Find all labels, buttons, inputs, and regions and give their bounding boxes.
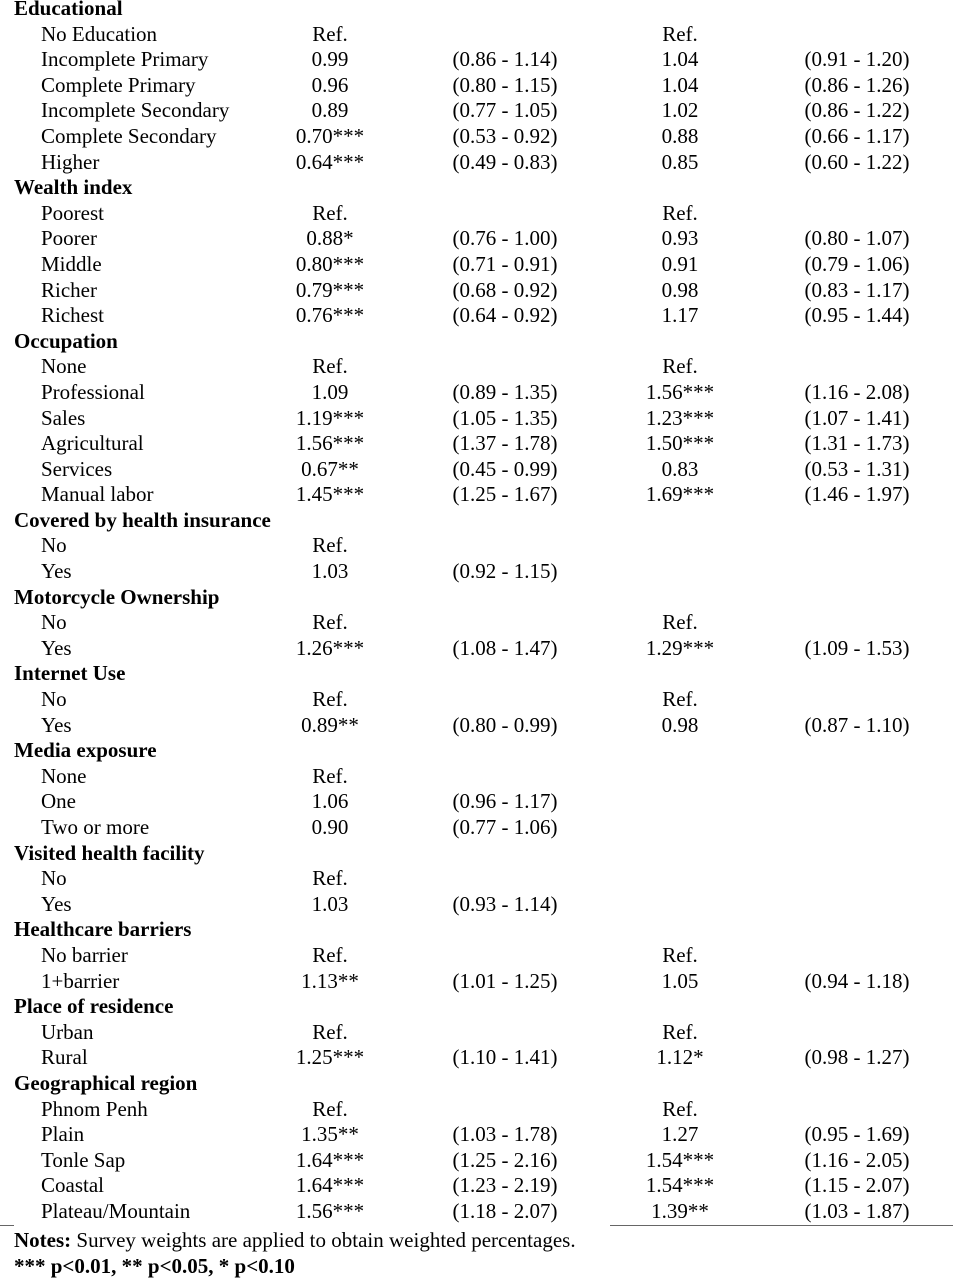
- model1-ci: (1.03 - 1.78): [452, 1122, 558, 1147]
- model1-estimate: 0.76***: [295, 303, 365, 328]
- model2-ci: (0.86 - 1.26): [804, 72, 910, 97]
- model2-estimate: 0.85: [661, 149, 699, 174]
- category-label: Plateau/Mountain: [41, 1198, 191, 1223]
- model1-estimate: Ref.: [312, 610, 348, 635]
- category-label: Manual labor: [41, 482, 154, 507]
- model2-estimate: Ref.: [662, 1019, 698, 1044]
- section-label: Occupation: [14, 328, 118, 353]
- category-label: Agricultural: [41, 431, 144, 456]
- model2-estimate: 0.98: [661, 712, 699, 737]
- section-header: [0, 994, 953, 1020]
- model1-estimate: Ref.: [312, 1096, 348, 1121]
- table-row: [0, 892, 953, 918]
- section-header: [0, 661, 953, 687]
- category-label: Incomplete Primary: [41, 47, 209, 72]
- model2-estimate: 1.69***: [645, 482, 715, 507]
- category-label: None: [41, 354, 87, 379]
- table-bottom-rule-left: [0, 1225, 14, 1226]
- category-label: No: [41, 687, 67, 712]
- model2-estimate: 1.23***: [645, 405, 715, 430]
- table-row: [0, 303, 953, 329]
- model1-ci: (1.10 - 1.41): [452, 1045, 558, 1070]
- table-row: [0, 431, 953, 457]
- model1-ci: (1.25 - 1.67): [452, 482, 558, 507]
- model2-ci: (0.87 - 1.10): [804, 712, 910, 737]
- model1-estimate: 1.56***: [295, 431, 365, 456]
- model2-ci: (0.98 - 1.27): [804, 1045, 910, 1070]
- model1-ci: (0.93 - 1.14): [452, 891, 558, 916]
- model2-ci: (0.86 - 1.22): [804, 98, 910, 123]
- model1-estimate: 0.88*: [306, 226, 354, 251]
- model1-estimate: 1.26***: [295, 635, 365, 660]
- table-row: [0, 943, 953, 969]
- model1-ci: (1.37 - 1.78): [452, 431, 558, 456]
- model2-estimate: 0.98: [661, 277, 699, 302]
- notes-text: Survey weights are applied to obtain weighted percentages.: [71, 1228, 576, 1252]
- model2-estimate: 1.50***: [645, 431, 715, 456]
- category-label: Poorest: [41, 200, 104, 225]
- table-row: [0, 533, 953, 559]
- model1-estimate: 1.56***: [295, 1198, 365, 1223]
- model1-ci: (1.23 - 2.19): [452, 1173, 558, 1198]
- table-row: [0, 73, 953, 99]
- category-label: None: [41, 763, 87, 788]
- model2-ci: (0.80 - 1.07): [804, 226, 910, 251]
- model1-estimate: 1.64***: [295, 1173, 365, 1198]
- model2-ci: (0.95 - 1.69): [804, 1122, 910, 1147]
- section-label: Motorcycle Ownership: [14, 584, 220, 609]
- category-label: Yes: [41, 891, 72, 916]
- table-row: [0, 380, 953, 406]
- model2-estimate: Ref.: [662, 1096, 698, 1121]
- model2-estimate: 1.54***: [645, 1147, 715, 1172]
- significance-legend: *** p<0.01, ** p<0.05, * p<0.10: [14, 1253, 295, 1278]
- model2-estimate: 1.39**: [651, 1198, 709, 1223]
- model2-ci: (0.60 - 1.22): [804, 149, 910, 174]
- model2-ci: (1.31 - 1.73): [804, 431, 910, 456]
- section-label: Covered by health insurance: [14, 507, 271, 532]
- category-label: No: [41, 533, 67, 558]
- section-header: [0, 329, 953, 355]
- section-header: [0, 1071, 953, 1097]
- category-label: Poorer: [41, 226, 97, 251]
- model2-ci: (0.83 - 1.17): [804, 277, 910, 302]
- table-row: [0, 226, 953, 252]
- model1-estimate: 1.13**: [301, 968, 359, 993]
- model1-estimate: 1.35**: [301, 1122, 359, 1147]
- section-header: [0, 508, 953, 534]
- category-label: Complete Secondary: [41, 123, 217, 148]
- notes-label: Notes:: [14, 1228, 72, 1252]
- model1-ci: (0.64 - 0.92): [452, 303, 558, 328]
- model1-ci: (0.45 - 0.99): [452, 456, 558, 481]
- model2-estimate: 1.29***: [645, 635, 715, 660]
- model2-estimate: Ref.: [662, 354, 698, 379]
- table-row: [0, 124, 953, 150]
- table-row: [0, 47, 953, 73]
- model1-estimate: 0.90: [311, 815, 349, 839]
- model1-ci: (0.80 - 1.15): [452, 72, 558, 97]
- table-row: [0, 1020, 953, 1046]
- model1-ci: (1.01 - 1.25): [452, 968, 558, 993]
- model1-ci: (0.80 - 0.99): [452, 712, 558, 737]
- model2-ci: (0.95 - 1.44): [804, 303, 910, 328]
- category-label: Middle: [41, 251, 102, 276]
- category-label: 1+barrier: [41, 968, 120, 993]
- model1-ci: (0.77 - 1.05): [452, 98, 558, 123]
- table-row: [0, 636, 953, 662]
- model2-estimate: Ref.: [662, 200, 698, 225]
- category-label: Services: [41, 456, 113, 481]
- model1-estimate: 1.03: [311, 891, 349, 916]
- model2-ci: (1.46 - 1.97): [804, 482, 910, 507]
- model2-ci: (0.91 - 1.20): [804, 47, 910, 72]
- table-row: [0, 969, 953, 995]
- category-label: Richest: [41, 303, 104, 328]
- category-label: Incomplete Secondary: [41, 98, 230, 123]
- model2-estimate: 1.17: [661, 303, 699, 328]
- model2-estimate: 1.56***: [645, 379, 715, 404]
- model1-ci: (0.68 - 0.92): [452, 277, 558, 302]
- model2-estimate: 1.12*: [656, 1045, 704, 1070]
- model2-estimate: Ref.: [662, 942, 698, 967]
- table-bottom-rule-right: [610, 1225, 953, 1226]
- section-label: Media exposure: [14, 738, 157, 763]
- category-label: Professional: [41, 379, 145, 404]
- category-label: Richer: [41, 277, 97, 302]
- model2-estimate: 1.04: [661, 47, 699, 72]
- model1-estimate: Ref.: [312, 866, 348, 891]
- model1-estimate: 1.25***: [295, 1045, 365, 1070]
- model2-estimate: Ref.: [662, 21, 698, 46]
- category-label: Tonle Sap: [41, 1147, 126, 1172]
- model1-estimate: 1.45***: [295, 482, 365, 507]
- table-row: [0, 1122, 953, 1148]
- table-row: [0, 22, 953, 48]
- model1-ci: (1.18 - 2.07): [452, 1198, 558, 1223]
- table-row: [0, 559, 953, 585]
- model1-estimate: 0.80***: [295, 251, 365, 276]
- table-row: [0, 764, 953, 790]
- table-row: [0, 406, 953, 432]
- model2-estimate: 1.04: [661, 72, 699, 97]
- model1-estimate: 0.99: [311, 47, 349, 72]
- model1-estimate: 0.96: [311, 72, 349, 97]
- model2-ci: (1.07 - 1.41): [804, 405, 910, 430]
- model1-ci: (1.08 - 1.47): [452, 635, 558, 660]
- model1-estimate: Ref.: [312, 21, 348, 46]
- table-notes: [14, 1228, 576, 1279]
- section-header: [0, 841, 953, 867]
- section-label: Educational: [14, 0, 123, 20]
- table-row: [0, 354, 953, 380]
- category-label: Plain: [41, 1122, 85, 1147]
- model2-estimate: 1.54***: [645, 1173, 715, 1198]
- category-label: Urban: [41, 1019, 94, 1044]
- section-header: [0, 585, 953, 611]
- model1-estimate: Ref.: [312, 687, 348, 712]
- model1-ci: (0.77 - 1.06): [452, 815, 558, 839]
- category-label: Higher: [41, 149, 100, 174]
- category-label: Yes: [41, 635, 72, 660]
- table-row: [0, 150, 953, 176]
- section-header: [0, 175, 953, 201]
- section-label: Healthcare barriers: [14, 917, 192, 942]
- model2-ci: (0.66 - 1.17): [804, 123, 910, 148]
- table-row: [0, 482, 953, 508]
- model1-estimate: 0.89: [311, 98, 349, 123]
- model1-ci: (0.71 - 0.91): [452, 251, 558, 276]
- table-row: [0, 98, 953, 124]
- notes-line: [14, 1228, 576, 1254]
- model1-ci: (1.25 - 2.16): [452, 1147, 558, 1172]
- category-label: No: [41, 866, 67, 891]
- model2-estimate: 0.83: [661, 456, 699, 481]
- table-row: [0, 789, 953, 815]
- model2-estimate: 0.88: [661, 123, 699, 148]
- category-label: Phnom Penh: [41, 1096, 148, 1121]
- category-label: No Education: [41, 21, 158, 46]
- table-row: [0, 252, 953, 278]
- table-row: [0, 457, 953, 483]
- category-label: Yes: [41, 712, 72, 737]
- category-label: Rural: [41, 1045, 88, 1070]
- model2-ci: (1.16 - 2.08): [804, 379, 910, 404]
- model1-ci: (0.49 - 0.83): [452, 149, 558, 174]
- category-label: No barrier: [41, 942, 128, 967]
- category-label: No: [41, 610, 67, 635]
- model1-estimate: 0.79***: [295, 277, 365, 302]
- table-row: [0, 610, 953, 636]
- model2-estimate: 1.02: [661, 98, 699, 123]
- category-label: Complete Primary: [41, 72, 196, 97]
- table-row: [0, 201, 953, 227]
- model2-estimate: 1.27: [661, 1122, 699, 1147]
- model1-estimate: Ref.: [312, 763, 348, 788]
- category-label: Yes: [41, 559, 72, 584]
- model1-estimate: 0.67**: [301, 456, 359, 481]
- model2-ci: (1.03 - 1.87): [804, 1198, 910, 1223]
- model1-ci: (0.92 - 1.15): [452, 559, 558, 584]
- model1-ci: (0.89 - 1.35): [452, 379, 558, 404]
- category-label: Two or more: [41, 815, 150, 839]
- model1-estimate: 0.70***: [295, 123, 365, 148]
- model2-estimate: 1.05: [661, 968, 699, 993]
- table-row: [0, 713, 953, 739]
- section-header: [0, 0, 953, 22]
- table-row: [0, 1097, 953, 1123]
- model1-estimate: Ref.: [312, 942, 348, 967]
- model1-estimate: 0.89**: [301, 712, 359, 737]
- section-label: Internet Use: [14, 661, 126, 686]
- model2-ci: (0.79 - 1.06): [804, 251, 910, 276]
- model2-ci: (0.53 - 1.31): [804, 456, 910, 481]
- model2-ci: (0.94 - 1.18): [804, 968, 910, 993]
- table-row: [0, 815, 953, 841]
- model1-estimate: 1.03: [311, 559, 349, 584]
- table-row: [0, 687, 953, 713]
- section-label: Wealth index: [14, 175, 133, 200]
- model2-estimate: 0.93: [661, 226, 699, 251]
- table-row: [0, 1148, 953, 1174]
- model2-estimate: 0.91: [661, 251, 699, 276]
- category-label: Coastal: [41, 1173, 104, 1198]
- model1-estimate: 1.09: [311, 379, 349, 404]
- table-row: [0, 866, 953, 892]
- category-label: Sales: [41, 405, 86, 430]
- model1-estimate: Ref.: [312, 354, 348, 379]
- model1-estimate: 1.06: [311, 789, 349, 814]
- model1-ci: (0.86 - 1.14): [452, 47, 558, 72]
- section-label: Geographical region: [14, 1070, 198, 1095]
- section-label: Visited health facility: [14, 840, 205, 865]
- model2-estimate: Ref.: [662, 687, 698, 712]
- model1-ci: (0.53 - 0.92): [452, 123, 558, 148]
- model1-estimate: Ref.: [312, 533, 348, 558]
- model1-ci: (0.76 - 1.00): [452, 226, 558, 251]
- table-row: [0, 1173, 953, 1199]
- model1-estimate: Ref.: [312, 1019, 348, 1044]
- model1-estimate: 1.64***: [295, 1147, 365, 1172]
- model2-ci: (1.09 - 1.53): [804, 635, 910, 660]
- model2-estimate: Ref.: [662, 610, 698, 635]
- model1-ci: (1.05 - 1.35): [452, 405, 558, 430]
- category-label: One: [41, 789, 76, 814]
- model1-estimate: 1.19***: [295, 405, 365, 430]
- section-label: Place of residence: [14, 994, 174, 1019]
- model1-ci: (0.96 - 1.17): [452, 789, 558, 814]
- table-row: [0, 278, 953, 304]
- section-header: [0, 917, 953, 943]
- table-row: [0, 1199, 953, 1225]
- model2-ci: (1.16 - 2.05): [804, 1147, 910, 1172]
- model1-estimate: 0.64***: [295, 149, 365, 174]
- section-header: [0, 738, 953, 764]
- table-row: [0, 1045, 953, 1071]
- model2-ci: (1.15 - 2.07): [804, 1173, 910, 1198]
- model1-estimate: Ref.: [312, 200, 348, 225]
